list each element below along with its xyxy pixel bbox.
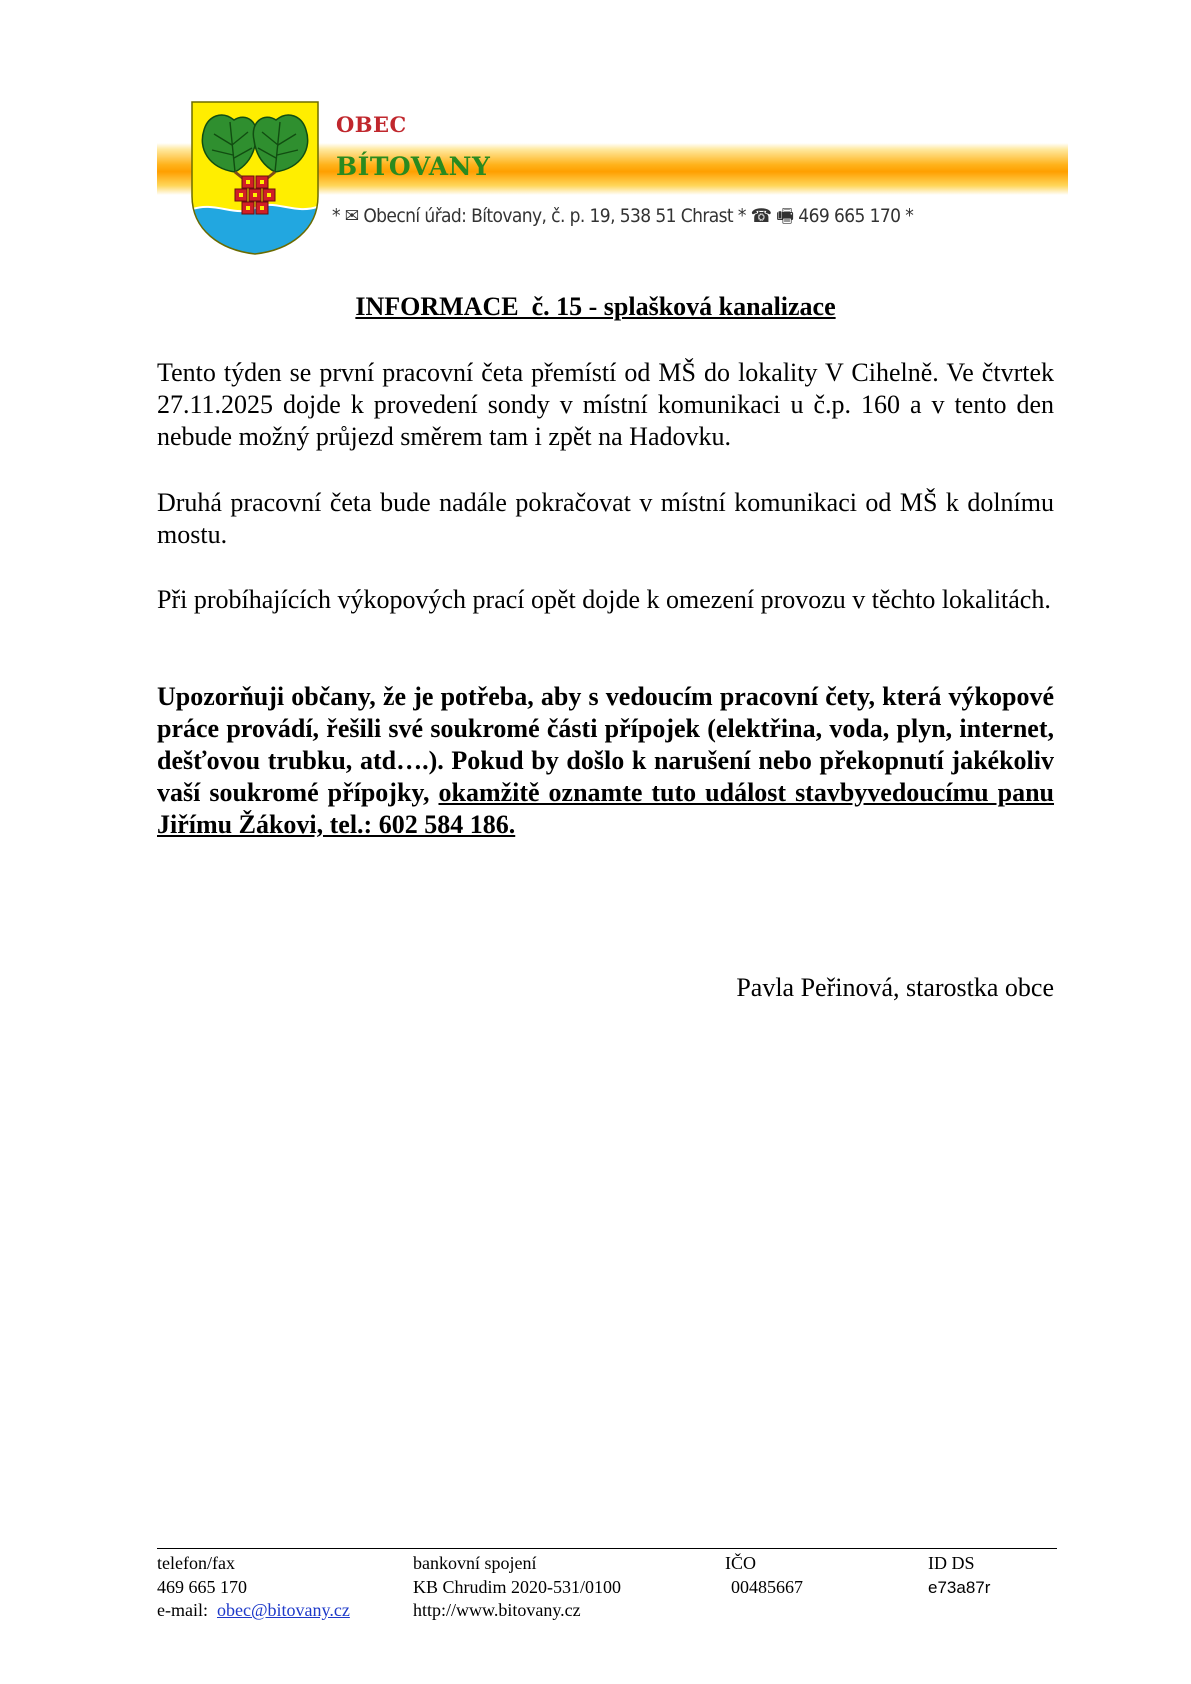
municipality-name: BÍTOVANY xyxy=(336,152,491,181)
paragraph-crew-relocation: Tento týden se první pracovní četa přemístí od MŠ do lokality V Cihelně. Ve čtvrtek 27.11.2025 dojde k provedení sondy v místní komunikaci u č.p. 160 a v tento den nebude možný průjezd směrem tam i zpět na Hadovku. xyxy=(157,358,1054,451)
footer-email-row xyxy=(157,1599,350,1623)
footer-ids-value: e73a87r xyxy=(928,1577,991,1597)
coat-of-arms-icon xyxy=(190,100,320,256)
footer-bank-column xyxy=(413,1552,621,1623)
paragraph-second-crew: Druhá pracovní četa bude nadále pokračovat v místní komunikaci od MŠ k dolnímu mostu. xyxy=(157,488,1054,549)
signature: Pavla Peřinová, starostka obce xyxy=(736,973,1054,1002)
footer-ico-value: 00485667 xyxy=(731,1576,803,1597)
municipality-label: OBEC xyxy=(336,112,407,137)
footer-bank-label: bankovní spojení xyxy=(413,1553,537,1573)
footer-divider xyxy=(157,1548,1057,1549)
footer-phone-label: telefon/fax xyxy=(157,1553,235,1573)
footer-phone: 469 665 170 xyxy=(157,1576,247,1597)
footer-contact-column xyxy=(157,1552,350,1623)
warning-contact-underlined: okamžitě oznamte tuto událost stavbyvedoucímu panu Jiřímu Žákovi, tel.: 602 584 186. xyxy=(157,778,1055,839)
footer-website[interactable]: http://www.bitovany.cz xyxy=(413,1600,581,1620)
footer-email-link[interactable]: obec@bitovany.cz xyxy=(216,1600,350,1620)
footer-ids-label: ID DS xyxy=(928,1553,975,1573)
warning-text: Upozorňuji občany, že je potřeba, aby s vedoucím pracovní čety, která výkopové práce provádí, řešili své soukromé části přípojek (elektřina, voda, plyn, internet, dešťovou trubku, atd….). Pokud by došlo k narušení nebo překopnutí jakékoliv vaší soukromé přípojky, xyxy=(157,682,1054,807)
footer-ico-label: IČO xyxy=(725,1553,756,1573)
office-contact-line: * ✉ Obecní úřad: Bítovany, č. p. 19, 538 51 Chrast * ☎ 🖷 469 665 170 * xyxy=(332,205,914,227)
footer-ids-column xyxy=(928,1552,990,1599)
footer-email-label: e-mail: xyxy=(157,1600,208,1620)
document-title: INFORMACE č. 15 - splašková kanalizace xyxy=(355,292,836,321)
footer-bank-account: KB Chrudim 2020-531/0100 xyxy=(413,1576,622,1597)
paragraph-warning xyxy=(157,681,1054,841)
footer-ico-column xyxy=(725,1552,803,1599)
paragraph-traffic-restriction: Při probíhajících výkopových prací opět dojde k omezení provozu v těchto lokalitách. xyxy=(157,585,1051,614)
